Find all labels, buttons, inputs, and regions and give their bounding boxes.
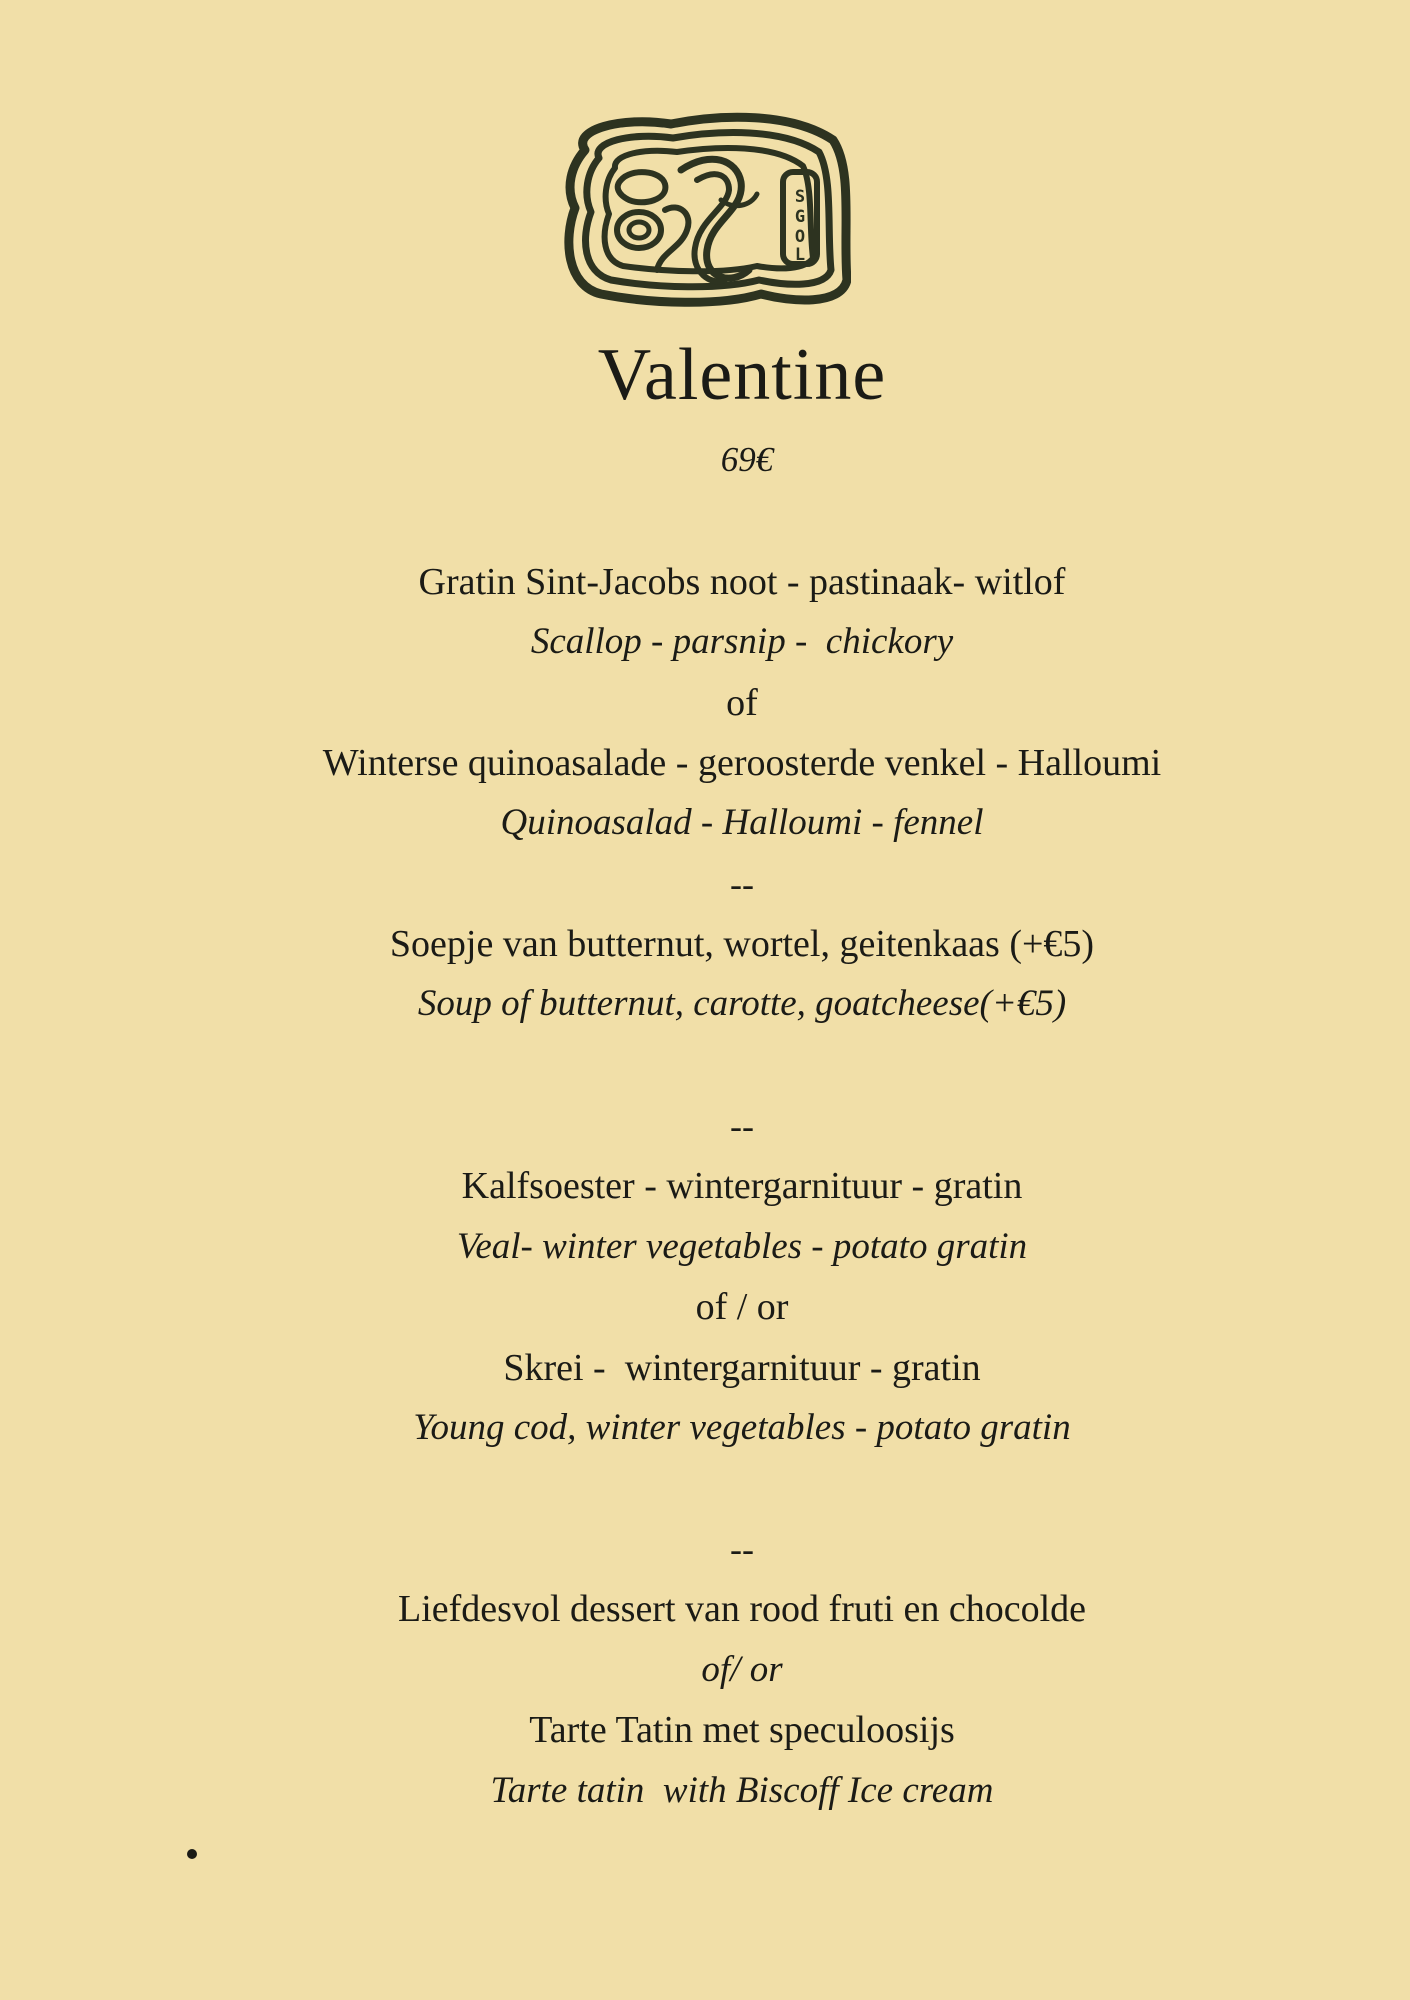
starter-1-dutch: Gratin Sint-Jacobs noot - pastinaak- witlof [418, 561, 1066, 603]
choice-of: of [726, 682, 758, 724]
course-separator: -- [730, 864, 754, 904]
dessert-1-dutch: Liefdesvol dessert van rood fruti en chocolde [398, 1588, 1086, 1630]
course-separator: -- [730, 1106, 754, 1146]
soup-dutch: Soepje van butternut, wortel, geitenkaas (+€5) [389, 923, 1095, 965]
soup-english: Soup of butternut, carotte, goatcheese(+€5) [417, 983, 1067, 1024]
bullet-dot [187, 1849, 197, 1859]
menu-price: 69€ [720, 440, 774, 479]
choice-of-or: of/ or [701, 1649, 783, 1690]
starter-2-english: Quinoasalad - Halloumi - fennel [500, 802, 984, 843]
starter-2-dutch: Winterse quinoasalade - geroosterde venkel - Halloumi [322, 742, 1162, 784]
menu-title: Valentine [597, 334, 887, 416]
svg-text:O: O [794, 227, 806, 247]
dessert-2-dutch: Tarte Tatin met speculoosijs [529, 1709, 955, 1751]
main-2-dutch: Skrei - wintergarnituur - gratin [503, 1347, 981, 1389]
main-1-english: Veal- winter vegetables - potato gratin [456, 1226, 1028, 1267]
restaurant-logo [561, 110, 851, 310]
main-1-dutch: Kalfsoester - wintergarnituur - gratin [461, 1165, 1023, 1207]
svg-text:L: L [794, 245, 806, 265]
svg-text:G: G [794, 207, 806, 227]
choice-of-or: of / or [695, 1286, 789, 1328]
dessert-2-english: Tarte tatin with Biscoff Ice cream [490, 1770, 994, 1811]
svg-text:S: S [794, 187, 806, 207]
course-separator: -- [730, 1529, 754, 1569]
main-2-english: Young cod, winter vegetables - potato gratin [413, 1407, 1071, 1448]
starter-1-english: Scallop - parsnip - chickory [530, 621, 954, 662]
